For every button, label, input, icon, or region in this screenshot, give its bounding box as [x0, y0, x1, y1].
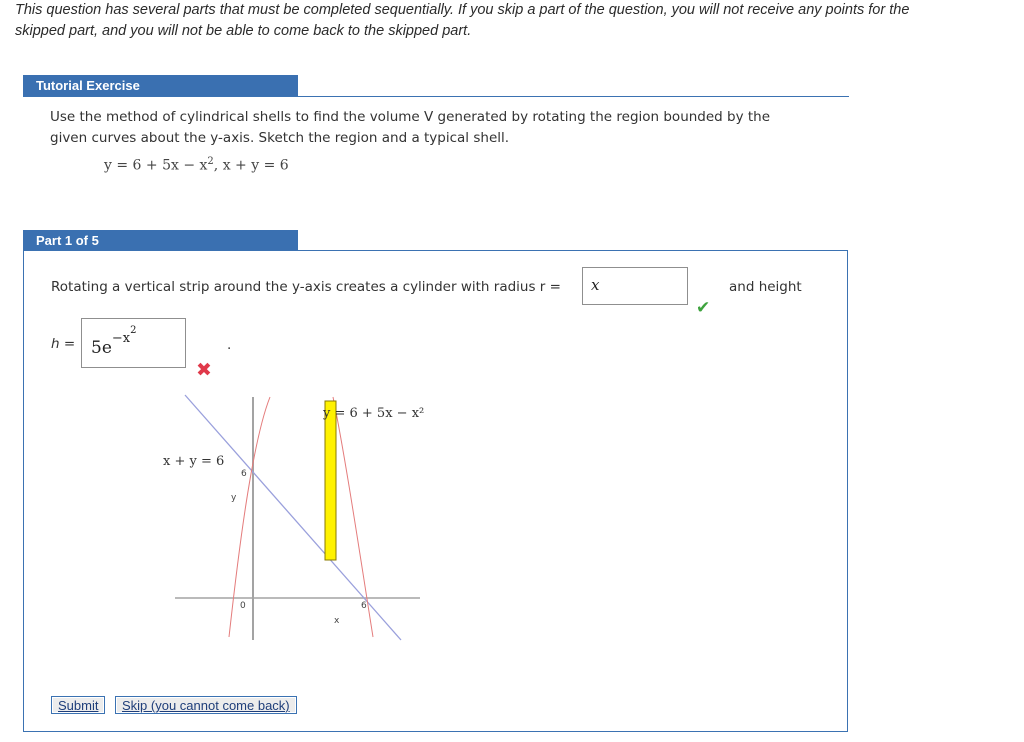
- radius-prompt: Rotating a vertical strip around the y-axis creates a cylinder with radius r =: [51, 279, 561, 295]
- equation-part-1: y = 6 + 5x − x: [104, 157, 208, 174]
- equation-exponent: 2: [207, 156, 214, 167]
- line-label: x + y = 6: [163, 454, 225, 469]
- y-intercept-tick: 6: [241, 469, 247, 479]
- notice-line-2: skipped part, and you will not be able to come back to the skipped part.: [15, 23, 472, 39]
- instructions-line-2: given curves about the y-axis. Sketch the region and a typical shell.: [50, 130, 510, 146]
- equation-part-2: , x + y = 6: [213, 157, 289, 174]
- and-height-label: and height: [729, 279, 802, 295]
- y-axis-label: y: [231, 493, 237, 503]
- incorrect-x-icon: ✖: [196, 359, 212, 381]
- radius-answer-value: x: [591, 276, 600, 294]
- part-header-bar: [23, 230, 849, 251]
- x-axis-label: x: [334, 616, 340, 626]
- correct-check-icon: ✔: [696, 298, 711, 318]
- x-intercept-tick: 6: [361, 601, 367, 611]
- tutorial-header-bar: [23, 75, 849, 97]
- parabola-right-branch: [333, 397, 373, 637]
- height-answer-exponent: −x2: [111, 325, 137, 347]
- radius-answer-field[interactable]: [582, 267, 688, 305]
- origin-tick: 0: [240, 601, 246, 611]
- typical-shell-strip: [325, 401, 336, 560]
- submit-button[interactable]: Submit: [51, 696, 105, 714]
- height-answer-base: 5e: [91, 337, 112, 358]
- tutorial-instructions: [50, 107, 810, 149]
- skip-warning-notice: [15, 0, 1015, 42]
- tutorial-header-title: Tutorial Exercise: [23, 75, 298, 96]
- skip-button[interactable]: Skip (you cannot come back): [115, 696, 297, 714]
- instructions-line-1: Use the method of cylindrical shells to find the volume V generated by rotating the region bounded by the: [50, 109, 771, 125]
- height-label: h =: [51, 336, 76, 352]
- parabola-left-branch: [229, 397, 270, 637]
- region-sketch-graph: [155, 385, 425, 645]
- parabola-label: y = 6 + 5x − x²: [323, 406, 425, 421]
- height-answer-field[interactable]: [81, 318, 186, 368]
- notice-line-1: This question has several parts that must be completed sequentially. If you skip a part of the question, you will not receive any points for the: [15, 2, 910, 18]
- given-curves-equation: [104, 156, 289, 174]
- period-mark: .: [227, 337, 232, 353]
- line-x-plus-y-equals-6: [185, 395, 401, 640]
- part-header-title: Part 1 of 5: [23, 230, 298, 251]
